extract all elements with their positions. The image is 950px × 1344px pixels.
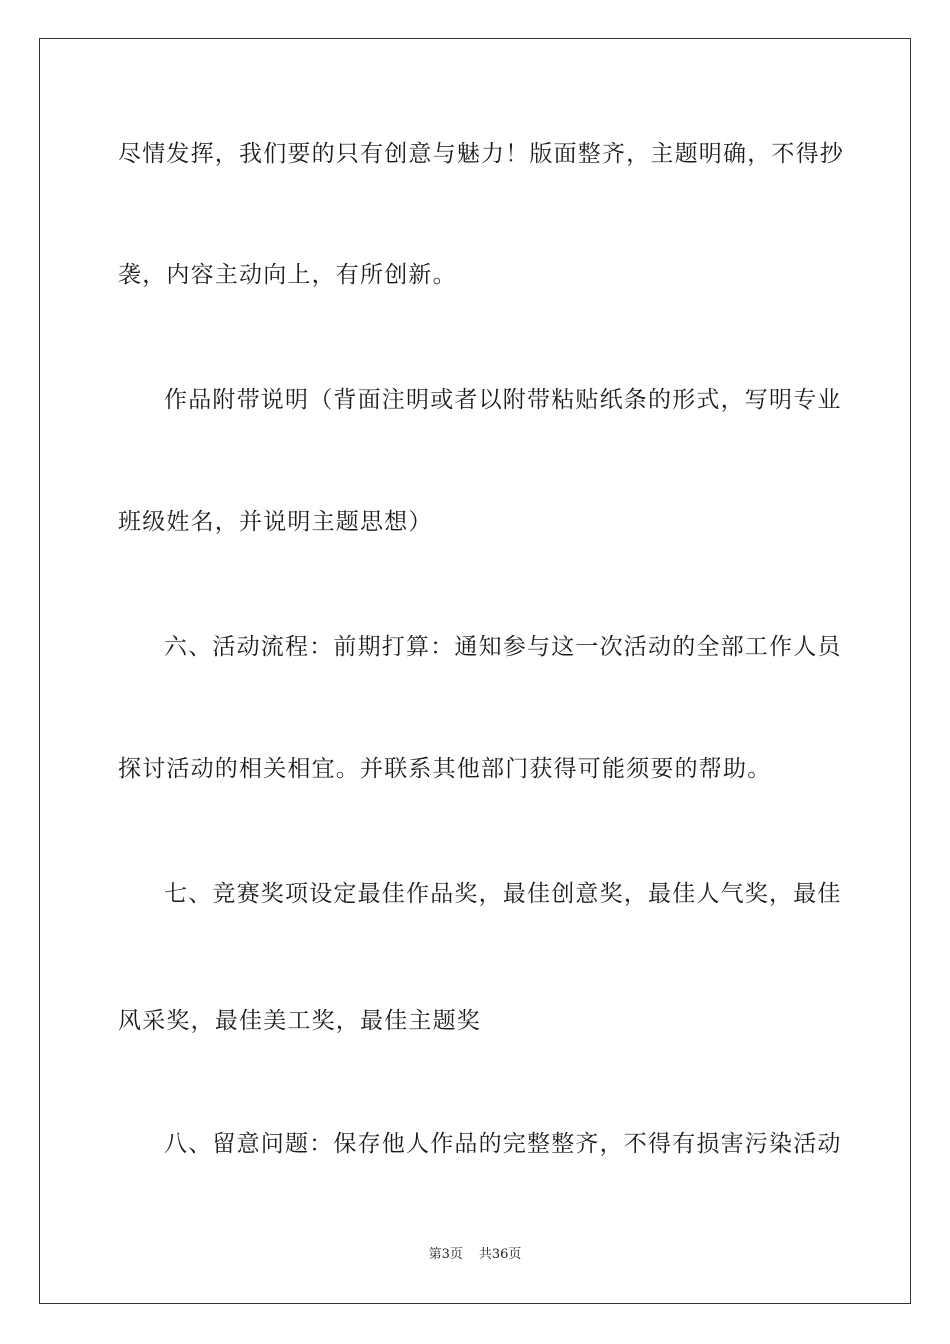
body-line-9: 八、留意问题：保存他人作品的完整整齐，不得有损害污染活动 xyxy=(164,1131,842,1157)
body-line-4: 班级姓名，并说明主题思想） xyxy=(118,509,433,535)
page-frame xyxy=(39,38,911,1304)
body-line-3: 作品附带说明（背面注明或者以附带粘贴纸条的形式，写明专业 xyxy=(164,387,842,413)
page-footer xyxy=(0,1246,950,1264)
body-line-6: 探讨活动的相关相宜。并联系其他部门获得可能须要的帮助。 xyxy=(118,756,772,782)
body-line-7: 七、竞赛奖项设定最佳作品奖，最佳创意奖，最佳人气奖，最佳 xyxy=(164,881,842,907)
body-line-5: 六、活动流程：前期打算：通知参与这一次活动的全部工作人员 xyxy=(164,634,842,660)
body-line-2: 袭，内容主动向上，有所创新。 xyxy=(118,262,457,288)
body-line-1: 尽情发挥，我们要的只有创意与魅力！版面整齐，主题明确，不得抄 xyxy=(118,141,844,167)
page-number: 第3页 xyxy=(428,1247,463,1262)
page-total: 共36页 xyxy=(478,1247,522,1262)
body-line-8: 风采奖，最佳美工奖，最佳主题奖 xyxy=(118,1008,481,1034)
